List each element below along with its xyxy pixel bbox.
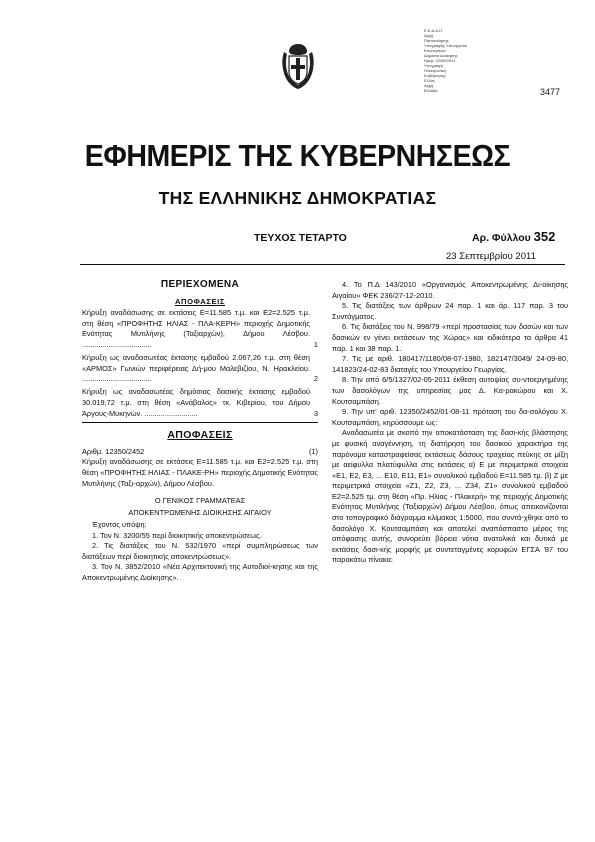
gazette-title: ΕΦΗΜΕΡΙΣ ΤΗΣ ΚΥΒΕΡΝΗΣΕΩΣ xyxy=(84,138,511,173)
stamp-line: Δημόσια Διοίκησης xyxy=(424,53,458,58)
recital-paragraph: 1. Τον Ν. 3200/55 περί διοικητικής αποκεντρώσεως. xyxy=(92,530,262,540)
toc-item[interactable] xyxy=(82,308,318,350)
toc-item-page: 3 xyxy=(313,408,318,418)
contents-rule xyxy=(82,422,318,423)
stamp-line: Ε.Ε.Δ.Α.Π. xyxy=(424,28,444,33)
decision-title: Κήρυξη αναδάσωσης σε εκτάσεις Ε=11.585 τ.μ. και Ε2=2.525 τ.μ. στη θέση «ΠΡΟΦΗΤΗΣ ΗΛΙΑΣ - ΠΛΑΚΕ-ΡΗ» περιοχής Δημοτικής Ενότητας Μυτιλήνης (Ταξι-αρχών), Δήμου Λέσβου. xyxy=(82,457,318,488)
decisions-heading: ΑΠΟΦΑΣΕΙΣ xyxy=(167,429,233,442)
having-in-mind: Έχοντας υπόψη: xyxy=(92,520,147,530)
toc-item-text: Κήρυξη αναδάσωσης σε εκτάσεις Ε=11.585 τ.μ. και Ε2=2.525 τ.μ. στη θέση «ΠΡΟΦΗΤΗΣ ΗΛΙΑΣ - ΠΛΑ-ΚΕΡΗ» περιοχής Δημοτικής Ενότητας Μυτιλήνης (Ταξιαρχών), Δήμου Λέσβου. .................................. xyxy=(82,308,310,349)
decision-number xyxy=(82,447,318,458)
stamp-line: Ελλάδα xyxy=(424,88,438,93)
recital-paragraph: 3. Τον Ν. 3852/2010 «Νέα Αρχιτεκτονική της Αυτοδιοί-κησης και της Αποκεντρωμένης Διοίκησης». xyxy=(82,562,318,583)
toc-item[interactable] xyxy=(82,387,318,419)
recital-paragraph: 2. Τις διατάξεις του Ν. 532/1970 «περί συμπληρώσεως των διατάξεων περί διοικητικής αποκεντρώσεως». xyxy=(82,541,318,561)
authority-line: ΑΠΟΚΕΝΤΡΩΜΕΝΗΣ ΔΙΟΙΚΗΣΗΣ ΑΙΓΑΙΟΥ xyxy=(128,508,272,518)
stamp-line: Υπογραφής Υπουργείου xyxy=(424,43,468,48)
digital-signature-stamp xyxy=(424,28,480,93)
stamp-line: Ελλάς xyxy=(424,78,435,83)
left-column xyxy=(82,280,318,584)
recital-paragraph: 4. Το Π.Δ 143/2010 «Οργανισμός Αποκεντρωμένης Δι-οίκησης Αιγαίου» ΦΕΚ 236/27-12-2010. xyxy=(332,280,568,300)
recital-paragraph: 9. Την υπ' αριθ. 12350/2452/01-08-11 πρόταση του δα-σολόγου Χ. Κουτσαμπάση, κηρύσσουμε ως: xyxy=(332,407,568,427)
contents-section-heading: ΑΠΟΦΑΣΕΙΣ xyxy=(174,296,226,306)
greek-coat-of-arms-icon xyxy=(281,42,315,90)
decision-body: Αναδασωτέα με σκοπό την αποκατάσταση της δασι-κής βλάστησης με φυσική αναγέννηση, τη διατήρηση του δασικού χαρακτήρα της παρόνομα καταστραφείσας εκτάσεως δάσους τραχείας πεύκης σε μίξη με αείφυλλα πλατύφυλλα στις εκτάσεις α) Ε με περιμετρικά στοιχεία «Ε1, Ε2, Ε3, ... Ε10, Ε11, Ε1» συνολικού εμβαδού Ε=11.585 τμ. β) Ζ με περιμετρικά στοιχεία «Ζ1, Ζ2, Ζ3, ... Ζ34, Ζ1» συνολικού εμβαδού Ε2=2.525 τμ. στη θέση «Πρ. Ηλίας - Πλακερή» της περιοχής Δημοτικής Ενότητας Μυτιλήνης (Ταξιαρχών) Δήμου Λέσβου, όπως απεικονίζονται στο τοπογραφικό διάγραμμα κλίμακας 1:5000, που συντά-χθηκε από το δασολόγο Χ. Κουτσαμπάση και αποτελεί αναπόσπαστο μέρος της απόφασης αυτής, συνορεύει βόρεια νότια ανατολικά και δυτικά με εκτάσεις δασι-κής μορφής με συντεταγμένες κορυφών ΕΓΣΑ '87 του παρακάτω πίνακα: xyxy=(332,428,568,565)
sheet-number-value: 352 xyxy=(533,229,556,244)
decision-index: (1) xyxy=(308,446,318,456)
recital-paragraph: 7. Τις με αριθ. 180417/1180/08-07-1980, 182147/3049/ 24-09-80, 141823/24-02-83 διαταγές του Υπουργείου Γεωργίας. xyxy=(332,354,568,374)
recital-paragraph: 6. Τις διατάξεις του Ν. 998/79 «περί προστασίας των δασών και των δασικών εν γένει εκτάσεων της Χώρας» και ειδικότερα τα άρθρα 41 παρ. 1 και 38 παρ. 1. xyxy=(332,322,568,353)
header-rule xyxy=(80,264,565,265)
gazette-subtitle: ΤΗΣ ΕΛΛΗΝΙΚΗΣ ΔΗΜΟΚΡΑΤΙΑΣ xyxy=(158,188,437,208)
issue-label: ΤΕΥΧΟΣ ΤΕΤΑΡΤΟ xyxy=(254,232,347,244)
stamp-line: Πιστοποίησης xyxy=(424,38,449,43)
stamp-line: Αρχή xyxy=(424,83,434,88)
toc-item[interactable] xyxy=(82,353,318,385)
toc-item-page: 2 xyxy=(313,374,318,384)
sheet-number xyxy=(472,229,555,244)
sheet-label: Αρ. Φύλλου xyxy=(472,232,531,244)
right-column xyxy=(332,280,568,566)
toc-item-text: Κήρυξη ως αναδασωτέας δημόσιας δασικής έκτασης εμβαδού 30.019,72 τ.μ. στη θέση «Ανάβαλος» τκ. Κιβερίου, του Δήμου Άργους-Μυκηνών. .......................... xyxy=(82,387,310,418)
recital-paragraph: 8. Την από 6/5/1327/02-05-2011 έκθεση αυτοψίας συ-ντοεργημένης των δασολόγων της υπηρεσίας μας Δ. Κα-ρακώρου και Χ. Κουτσαμπάση. xyxy=(332,375,568,406)
stamp-line: Εσωτερικών xyxy=(424,48,446,53)
toc-item-text: Κήρυξη ως αναδασωτέας έκτασης εμβαδού 2.067,26 τ.μ. στη θέση «ΑΡΜΟΣ» Γωνιών περιφέρειας Δή-μου Μαλεβιζίου, Ν. Ηρακλείου. .................................. xyxy=(82,353,310,384)
stamp-line: Αρχή xyxy=(424,33,434,38)
authority-line: Ο ΓΕΝΙΚΟΣ ΓΡΑΜΜΑΤΕΑΣ xyxy=(154,496,246,506)
issue-date: 23 Σεπτεμβρίου 2011 xyxy=(446,251,536,262)
stamp-line: Υπογραφή xyxy=(424,63,444,68)
contents-heading: ΠΕΡΙΕΧΟΜΕΝΑ xyxy=(160,279,240,290)
toc-item-page: 1 xyxy=(313,339,318,349)
stamp-line: Κυβέρνησης xyxy=(424,73,447,78)
page-number: 3477 xyxy=(540,87,561,97)
decision-number-text: Αριθμ. 12350/2452 xyxy=(82,446,145,456)
recital-paragraph: 5. Τις διατάξεις των άρθρων 24 παρ. 1 και άρ. 117 παρ. 3 του Συντάγματος. xyxy=(332,301,568,321)
stamp-line: Ημερ: 22/09/2011 xyxy=(424,58,456,63)
stamp-line: Ηλεκτρονική xyxy=(424,68,446,73)
